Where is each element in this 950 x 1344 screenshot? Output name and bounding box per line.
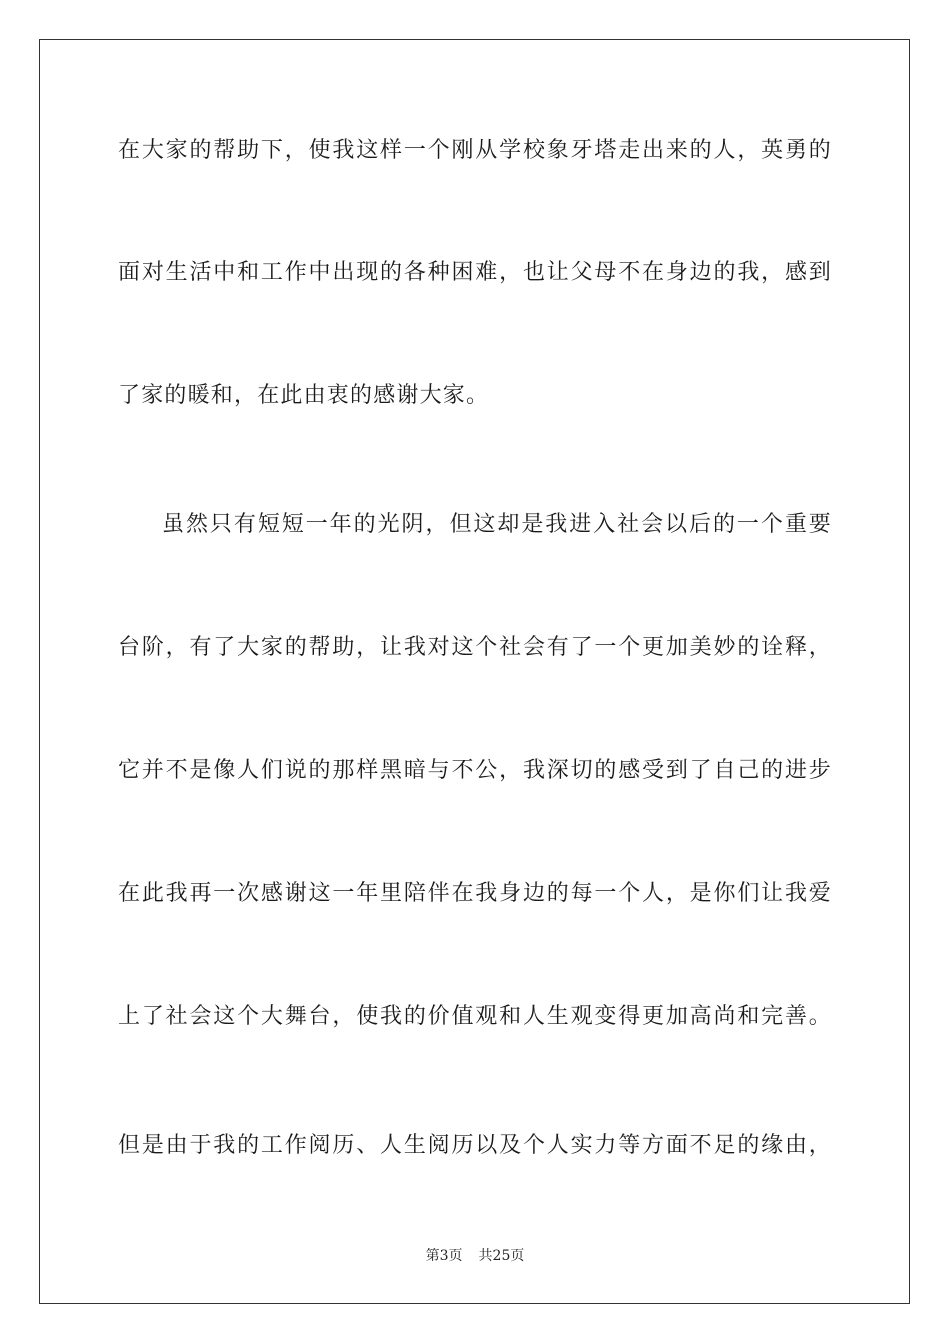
- text-line-5: 台阶，有了大家的帮助，让我对这个社会有了一个更加美妙的诠释，: [118, 635, 832, 660]
- text-line-8: 上了社会这个大舞台，使我的价值观和人生观变得更加高尚和完善。: [118, 1004, 832, 1029]
- text-line-2: 面对生活中和工作中出现的各种困难，也让父母不在身边的我，感到: [118, 260, 832, 285]
- text-line-1: 在大家的帮助下，使我这样一个刚从学校象牙塔走出来的人，英勇的: [118, 138, 832, 163]
- page-total: 共25页: [478, 1248, 525, 1264]
- page-footer: [0, 1247, 950, 1265]
- text-line-4: 虽然只有短短一年的光阴，但这却是我进入社会以后的一个重要: [162, 512, 832, 537]
- page-number: 第3页: [425, 1248, 463, 1264]
- text-line-3: 了家的暖和，在此由衷的感谢大家。: [118, 383, 490, 408]
- text-line-6: 它并不是像人们说的那样黑暗与不公，我深切的感受到了自己的进步: [118, 758, 832, 783]
- text-line-7: 在此我再一次感谢这一年里陪伴在我身边的每一个人，是你们让我爱: [118, 881, 832, 906]
- page-border: [39, 39, 910, 1304]
- text-line-9: 但是由于我的工作阅历、人生阅历以及个人实力等方面不足的缘由，: [118, 1133, 832, 1158]
